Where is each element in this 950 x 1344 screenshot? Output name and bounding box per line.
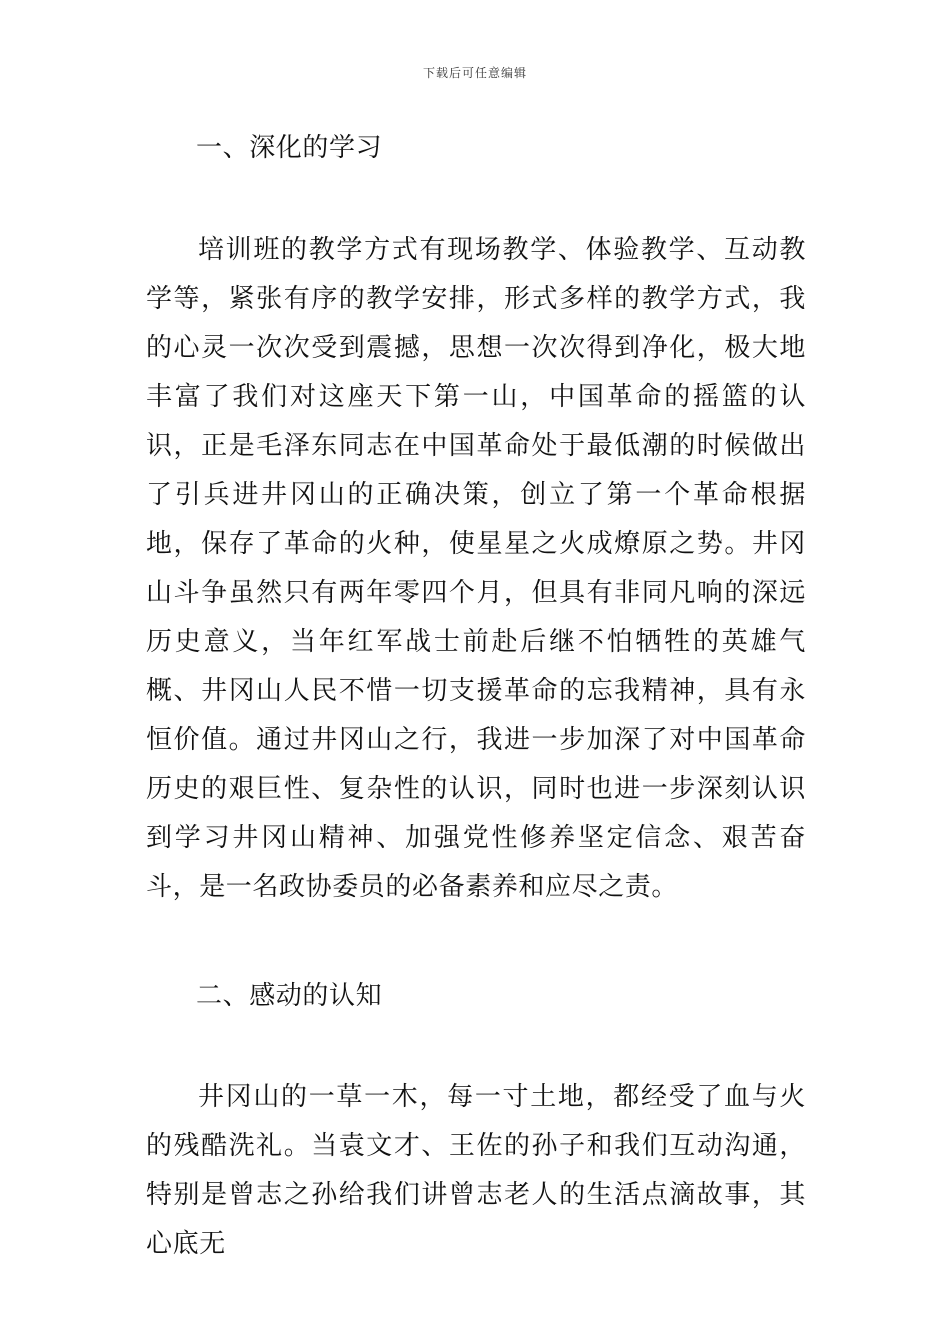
page-header: 下载后可任意编辑: [422, 66, 527, 80]
paragraph-text: 培训班的教学方式有现场教学、体验教学、互动教学等，紧张有序的教学安排，形式多样的教学方式，我的心灵一次次受到震撼，思想一次次得到净化，极大地丰富了我们对这座天下第一山，中国革命的摇篮的认识，正是毛泽东同志在中国革命处于最低潮的时候做出了引兵进井冈山的正确决策，创立了第一个革命根据地，保存了革命的火种，使星星之火成燎原之势。井冈山斗争虽然只有两年零四个月，但具有非同凡响的深远历史意义，当年红军战士前赴后继不怕牺牲的英雄气概、井冈山人民不惜一切支援革命的忘我精神，具有永恒价值。通过井冈山之行，我进一步加深了对中国革命历史的艰巨性、复杂性的认识，同时也进一步深刻认识到学习井冈山精神、加强党性修养坚定信念、艰苦奋斗，是一名政协委员的必备素养和应尽之责。: [146, 235, 806, 902]
section-heading-2: 二、感动的认知: [196, 981, 383, 1011]
paragraph-text: 井冈山的一草一木，每一寸土地，都经受了血与火的残酷洗礼。当袁文才、王佐的孙子和我们互动沟通，特别是曾志之孙给我们讲曾志老人的生活点滴故事，其心底无: [146, 1082, 806, 1259]
section-paragraph-2: [146, 1073, 806, 1269]
section-paragraph-1: [146, 226, 806, 912]
section-heading-1: 一、深化的学习: [196, 133, 383, 163]
